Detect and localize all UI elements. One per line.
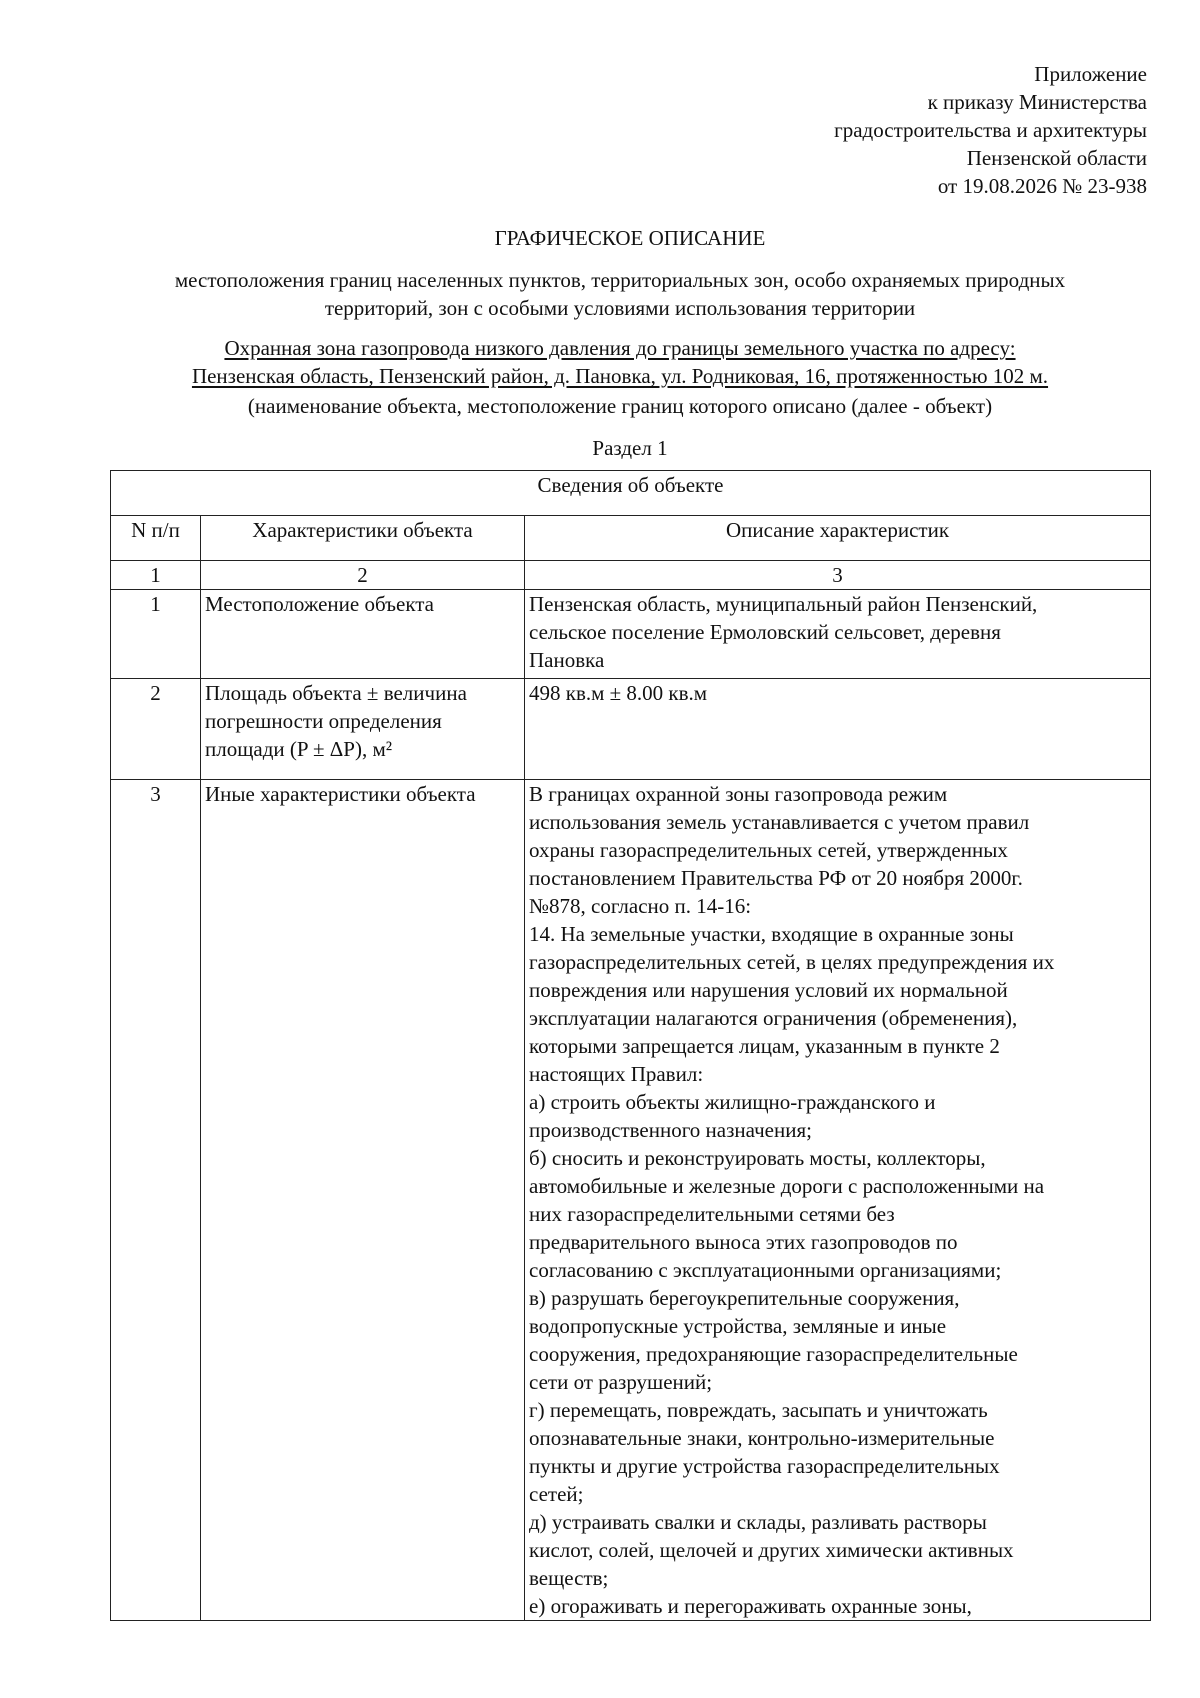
row-value-line: кислот, солей, щелочей и других химически активных <box>529 1538 1014 1562</box>
row-value-line: сетей; <box>529 1482 584 1506</box>
column-header: N п/п <box>111 516 201 561</box>
row-value <box>525 590 1151 679</box>
row-value-line: водопропускные устройства, земляные и иные <box>529 1314 947 1338</box>
row-value-line: которыми запрещается лицам, указанным в пункте 2 <box>529 1034 1000 1058</box>
row-value-line: 498 кв.м ± 8.00 кв.м <box>529 681 708 705</box>
column-number: 1 <box>111 561 201 590</box>
appendix-line: Пензенской области <box>966 146 1147 170</box>
table-row <box>111 679 1151 780</box>
document-title: ГРАФИЧЕСКОЕ ОПИСАНИЕ <box>494 226 766 250</box>
row-label <box>201 780 525 1621</box>
row-value-line: сети от разрушений; <box>529 1370 713 1394</box>
row-value-line: пункты и другие устройства газораспределительных <box>529 1454 1000 1478</box>
subtitle-line: территорий, зон с особыми условиями использования территории <box>324 296 916 320</box>
row-value-line: а) строить объекты жилищно-гражданского и <box>529 1090 936 1114</box>
row-value-line: предварительного выноса этих газопроводов по <box>529 1230 958 1254</box>
row-label-line: площади (P ± ΔP), м² <box>205 737 393 761</box>
row-value-line: использования земель устанавливается с учетом правил <box>529 810 1030 834</box>
row-label-line: погрешности определения <box>205 709 442 733</box>
row-number: 2 <box>111 679 201 780</box>
table-row <box>111 590 1151 679</box>
row-value-line: е) огораживать и перегораживать охранные зоны, <box>529 1594 972 1618</box>
row-value-line: охраны газораспределительных сетей, утвержденных <box>529 838 1008 862</box>
appendix-line: от 19.08.2026 № 23-938 <box>937 174 1147 198</box>
row-label <box>201 590 525 679</box>
section-heading: Раздел 1 <box>592 436 668 460</box>
table-row <box>111 780 1151 1621</box>
row-label-line: Площадь объекта ± величина <box>205 681 467 705</box>
row-value-line: настоящих Правил: <box>529 1062 704 1086</box>
column-header: Характеристики объекта <box>201 516 525 561</box>
row-value-line: сельское поселение Ермоловский сельсовет, деревня <box>529 620 1001 644</box>
row-value-line: опознавательные знаки, контрольно-измерительные <box>529 1426 995 1450</box>
row-value-line: в) разрушать берегоукрепительные сооружения, <box>529 1286 960 1310</box>
subtitle-line: местоположения границ населенных пунктов, территориальных зон, особо охраняемых природных <box>174 268 1066 292</box>
appendix-line: градостроительства и архитектуры <box>834 118 1147 142</box>
appendix-line: к приказу Министерства <box>927 90 1147 114</box>
row-value-line: В границах охранной зоны газопровода режим <box>529 782 948 806</box>
row-value-line: повреждения или нарушения условий их нормальной <box>529 978 1008 1002</box>
row-value-line: согласованию с эксплуатационными организациями; <box>529 1258 1002 1282</box>
column-number: 3 <box>525 561 1151 590</box>
object-name <box>100 334 1140 390</box>
row-value-line: 14. На земельные участки, входящие в охранные зоны <box>529 922 1014 946</box>
appendix-line: Приложение <box>1034 62 1147 86</box>
row-label-line: Иные характеристики объекта <box>205 782 476 806</box>
row-value-line: эксплуатации налагаются ограничения (обременения), <box>529 1006 1018 1030</box>
row-value <box>525 780 1151 1621</box>
row-value-line: д) устраивать свалки и склады, разливать растворы <box>529 1510 987 1534</box>
row-value-line: веществ; <box>529 1566 609 1590</box>
row-value <box>525 679 1151 780</box>
row-value-line: №878, согласно п. 14-16: <box>529 894 752 918</box>
object-caption: (наименование объекта, местоположение границ которого описано (далее - объект) <box>247 394 993 418</box>
row-number: 3 <box>111 780 201 1621</box>
row-value-line: б) сносить и реконструировать мосты, коллекторы, <box>529 1146 986 1170</box>
row-label <box>201 679 525 780</box>
row-value-line: г) перемещать, повреждать, засыпать и уничтожать <box>529 1398 988 1422</box>
column-number: 2 <box>201 561 525 590</box>
document-subtitle <box>100 266 1140 322</box>
appendix-block <box>834 60 1147 200</box>
object-name-line: Охранная зона газопровода низкого давления до границы земельного участка по адресу: <box>224 336 1016 360</box>
row-value-line: сооружения, предохраняющие газораспределительные <box>529 1342 1018 1366</box>
row-value-line: них газораспределительными сетями без <box>529 1202 895 1226</box>
row-value-line: постановлением Правительства РФ от 20 ноября 2000г. <box>529 866 1023 890</box>
row-label-line: Местоположение объекта <box>205 592 435 616</box>
column-header: Описание характеристик <box>525 516 1151 561</box>
row-value-line: Пановка <box>529 648 605 672</box>
object-info-table <box>110 470 1151 1621</box>
table-caption: Сведения об объекте <box>111 471 1151 516</box>
row-value-line: автомобильные и железные дороги с расположенными на <box>529 1174 1045 1198</box>
row-value-line: газораспределительных сетей, в целях предупреждения их <box>529 950 1055 974</box>
row-value-line: Пензенская область, муниципальный район Пензенский, <box>529 592 1038 616</box>
object-name-line: Пензенская область, Пензенский район, д. Пановка, ул. Родниковая, 16, протяженностью 102 м. <box>191 364 1049 388</box>
row-number: 1 <box>111 590 201 679</box>
row-value-line: производственного назначения; <box>529 1118 812 1142</box>
